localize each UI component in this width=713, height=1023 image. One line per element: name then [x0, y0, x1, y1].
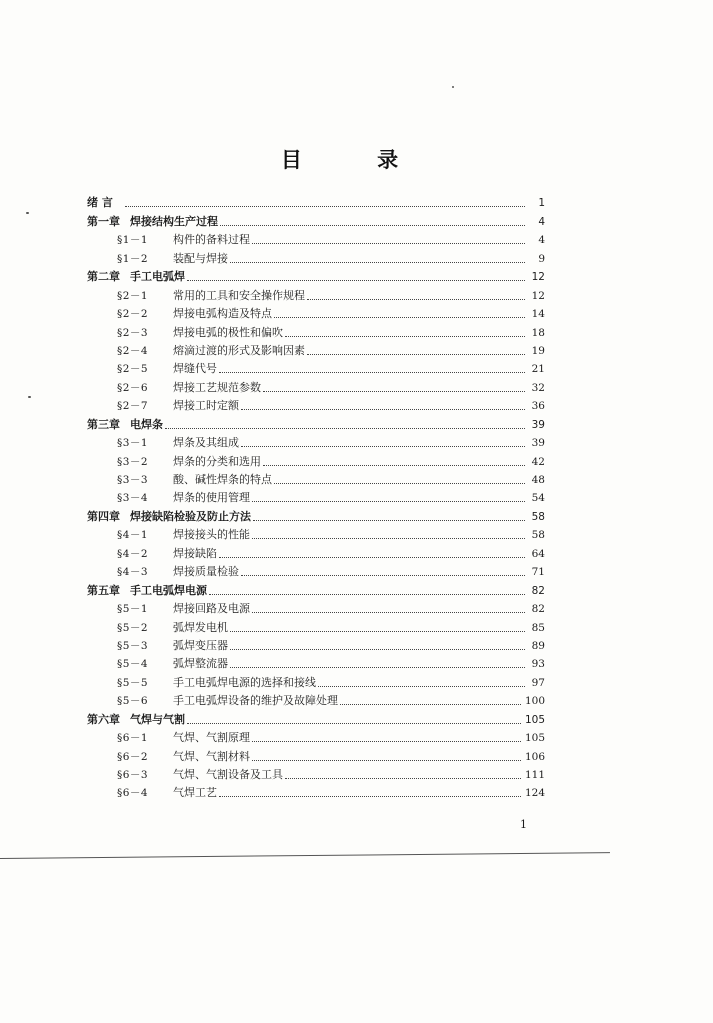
dot-leader [274, 483, 525, 484]
toc-entry-number: §1－2 [117, 252, 149, 265]
toc-entry-page: 105 [524, 713, 545, 726]
toc-entry-page: 64 [531, 547, 545, 560]
toc-section-entry [87, 690, 545, 708]
scan-speck [26, 212, 29, 214]
dot-leader [252, 612, 525, 613]
toc-entry-title: 焊接缺陷检验及防止方法 [130, 509, 251, 523]
toc-section-entry [87, 653, 545, 671]
toc-entry-title: 熔滴过渡的形式及影响因素 [173, 343, 305, 357]
toc-entry-page: 4 [538, 215, 545, 228]
dot-leader [209, 594, 525, 595]
toc-entry-page: 71 [531, 566, 545, 579]
toc-entry-number: §6－4 [117, 787, 149, 800]
toc-entry-page: 93 [531, 658, 545, 671]
toc-entry-page: 36 [531, 400, 545, 413]
dot-leader [187, 280, 525, 281]
toc-entry-title: 弧焊发电机 [173, 620, 228, 634]
toc-entry-page: 124 [524, 787, 545, 800]
dot-leader [263, 391, 525, 392]
toc-entry-title: 焊接工艺规范参数 [173, 380, 261, 394]
dot-leader [252, 243, 525, 244]
toc-entry-title: 焊接电弧构造及特点 [173, 307, 272, 321]
toc-entry-page: 97 [531, 676, 545, 689]
toc-section-entry [87, 635, 545, 653]
toc-entry-title: 弧焊整流器 [173, 657, 228, 671]
dot-leader [263, 465, 525, 466]
toc-entry-page: 111 [524, 769, 545, 781]
dot-leader [219, 372, 525, 373]
toc-entry-number: §2－1 [117, 289, 149, 302]
dot-leader [252, 501, 525, 502]
toc-section-entry [87, 395, 545, 413]
page-title: 目 录 [280, 148, 433, 172]
toc-entry-number: §4－3 [117, 566, 149, 579]
toc-chapter-entry [87, 579, 545, 597]
toc-section-entry [87, 432, 545, 450]
toc-entry-number: §3－2 [117, 455, 149, 468]
toc-entry-title: 常用的工具和安全操作规程 [173, 288, 305, 302]
dot-leader [285, 778, 521, 779]
toc-entry-number: §3－3 [117, 474, 149, 486]
toc-entry-number: 第三章 [87, 417, 120, 431]
dot-leader [230, 667, 525, 668]
dot-leader [307, 299, 525, 300]
toc-entry-number: 第五章 [87, 583, 120, 597]
toc-entry-page: 4 [538, 234, 545, 247]
table-of-contents [87, 192, 545, 800]
toc-section-entry [87, 764, 545, 782]
toc-entry-number: §5－1 [117, 603, 149, 616]
toc-entry-title: 焊接接头的性能 [173, 528, 250, 542]
toc-entry-title: 焊接结构生产过程 [130, 214, 218, 228]
toc-entry-title: 焊接电弧的极性和偏吹 [173, 325, 283, 339]
toc-entry-title: 电焊条 [130, 417, 163, 431]
toc-entry-title: 焊条及其组成 [173, 436, 239, 450]
toc-entry-title: 焊条的分类和选用 [173, 454, 261, 468]
toc-entry-title: 气焊、气割原理 [173, 731, 250, 745]
toc-section-entry [87, 598, 545, 616]
toc-entry-number: 第一章 [87, 214, 120, 228]
toc-entry-page: 106 [524, 750, 545, 763]
toc-section-entry [87, 340, 545, 358]
toc-entry-number: §4－1 [117, 529, 149, 542]
toc-section-entry [87, 616, 545, 634]
toc-entry-page: 58 [531, 510, 545, 523]
toc-entry-number: §2－5 [117, 363, 149, 376]
dot-leader [230, 649, 525, 650]
toc-entry-title: 气焊、气割设备及工具 [173, 768, 283, 781]
toc-section-entry [87, 229, 545, 247]
dot-leader [318, 686, 525, 687]
toc-entry-page: 100 [524, 695, 545, 708]
toc-entry-number: §1－1 [117, 234, 149, 247]
toc-entry-page: 19 [531, 344, 545, 357]
dot-leader [219, 557, 525, 558]
toc-entry-page: 39 [531, 437, 545, 450]
toc-chapter-entry [87, 708, 545, 726]
toc-entry-number: §5－4 [117, 658, 149, 671]
toc-entry-title: 装配与焊接 [173, 251, 228, 265]
toc-entry-number: §2－6 [117, 381, 149, 394]
toc-entry-page: 42 [531, 455, 545, 468]
toc-entry-number: 第二章 [87, 270, 120, 284]
toc-entry-title: 手工电弧焊电源的选择和接线 [173, 675, 316, 689]
dot-leader [230, 262, 525, 263]
toc-entry-page: 1 [538, 197, 545, 210]
toc-entry-title: 焊接回路及电源 [173, 602, 250, 616]
toc-entry-page: 82 [531, 603, 545, 616]
toc-entry-number: 第四章 [87, 509, 120, 523]
toc-entry-number: 第六章 [87, 712, 120, 726]
scan-speck [28, 396, 31, 398]
dot-leader [241, 575, 525, 576]
toc-entry-title: 焊接质量检验 [173, 565, 239, 579]
toc-entry-page: 14 [531, 308, 545, 321]
toc-entry-number: §2－7 [117, 400, 149, 413]
dot-leader [285, 336, 525, 337]
toc-section-entry [87, 358, 545, 376]
toc-entry-number: §6－2 [117, 750, 149, 763]
toc-entry-page: 21 [531, 363, 545, 376]
toc-entry-title: 焊接缺陷 [173, 546, 217, 560]
toc-section-entry [87, 450, 545, 468]
toc-entry-number: §3－4 [117, 492, 149, 505]
toc-section-entry [87, 671, 545, 689]
toc-section-entry [87, 487, 545, 505]
toc-entry-page: 9 [538, 252, 545, 265]
dot-leader [253, 520, 525, 521]
dot-leader [252, 741, 521, 742]
dot-leader [241, 446, 525, 447]
toc-entry-number: §5－2 [117, 621, 149, 634]
toc-entry-title: 手工电弧焊设备的维护及故障处理 [173, 694, 338, 708]
toc-chapter-entry [87, 413, 545, 431]
scan-edge-line [0, 852, 610, 859]
page-number: 1 [520, 818, 527, 831]
toc-entry-page: 82 [531, 584, 545, 597]
toc-entry-page: 32 [531, 381, 545, 394]
toc-entry-number: §2－3 [117, 326, 149, 339]
toc-entry-page: 18 [531, 326, 545, 339]
toc-entry-title: 焊缝代号 [173, 362, 217, 376]
toc-entry-title: 手工电弧焊电源 [130, 583, 207, 597]
dot-leader [219, 796, 521, 797]
toc-entry-title: 气焊、气割材料 [173, 749, 250, 763]
dot-leader [241, 409, 525, 410]
toc-section-entry [87, 561, 545, 579]
toc-chapter-entry [87, 266, 545, 284]
toc-entry-number: §6－3 [117, 769, 149, 781]
toc-section-entry [87, 376, 545, 394]
toc-entry-number: §3－1 [117, 437, 149, 450]
toc-entry-page: 89 [531, 639, 545, 652]
toc-section-entry [87, 303, 545, 321]
toc-section-entry [87, 782, 545, 800]
toc-entry-page: 12 [531, 271, 545, 284]
dot-leader [165, 428, 525, 429]
scan-speck [452, 86, 454, 88]
toc-chapter-entry [87, 210, 545, 228]
dot-leader [252, 760, 521, 761]
toc-entry-title: 酸、碱性焊条的特点 [173, 473, 272, 486]
dot-leader [252, 538, 525, 539]
dot-leader [187, 723, 521, 724]
toc-entry-title: 焊接工时定额 [173, 399, 239, 413]
toc-section-entry [87, 542, 545, 560]
toc-entry-title: 手工电弧焊 [130, 270, 185, 284]
toc-entry-title: 焊条的使用管理 [173, 491, 250, 505]
toc-chapter-entry [87, 505, 545, 523]
toc-entry-number: §5－6 [117, 695, 149, 708]
toc-entry-title: 气焊工艺 [173, 786, 217, 800]
toc-entry-number: 绪 言 [87, 196, 113, 210]
dot-leader [125, 206, 525, 207]
toc-entry-page: 54 [531, 492, 545, 505]
dot-leader [307, 354, 525, 355]
dot-leader [230, 631, 525, 632]
toc-entry-number: §2－2 [117, 308, 149, 321]
toc-entry-number: §6－1 [117, 732, 149, 745]
toc-chapter-entry [87, 192, 545, 210]
dot-leader [220, 225, 525, 226]
toc-section-entry [87, 469, 545, 487]
toc-entry-number: §5－3 [117, 639, 149, 652]
toc-section-entry [87, 247, 545, 265]
toc-section-entry [87, 321, 545, 339]
dot-leader [340, 704, 521, 705]
toc-section-entry [87, 284, 545, 302]
toc-entry-number: §4－2 [117, 547, 149, 560]
toc-entry-page: 58 [531, 529, 545, 542]
toc-section-entry [87, 745, 545, 763]
toc-section-entry [87, 524, 545, 542]
toc-entry-title: 弧焊变压器 [173, 638, 228, 652]
toc-entry-page: 105 [524, 732, 545, 745]
toc-entry-page: 48 [531, 474, 545, 486]
toc-entry-number: §2－4 [117, 344, 149, 357]
toc-entry-page: 12 [531, 289, 545, 302]
toc-entry-page: 85 [531, 621, 545, 634]
toc-entry-title: 构件的备料过程 [173, 233, 250, 247]
toc-section-entry [87, 727, 545, 745]
toc-entry-page: 39 [531, 418, 545, 431]
dot-leader [274, 317, 525, 318]
toc-entry-number: §5－5 [117, 676, 149, 689]
toc-entry-title: 气焊与气割 [130, 712, 185, 726]
